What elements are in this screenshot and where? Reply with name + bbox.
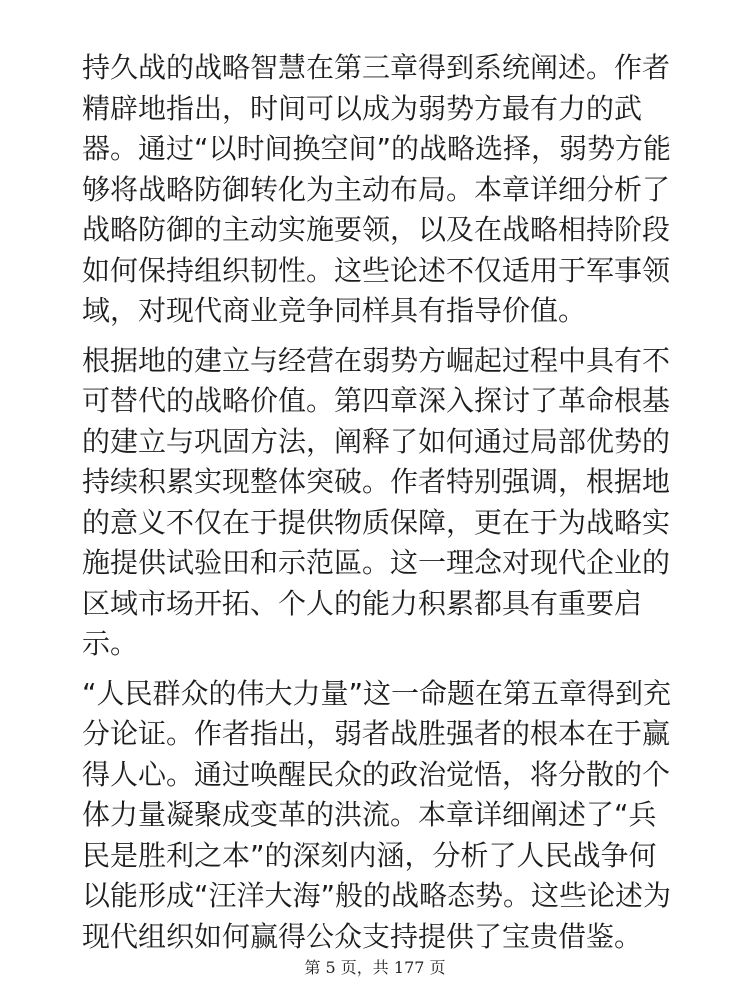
paragraph-1: 持久战的战略智慧在第三章得到系统阐述。作者精辟地指出，时间可以成为弱势方最有力的武器。通过“以时间换空间”的战略选择，弱势方能够将战略防御转化为主动布局。本章详细分析了战略防御的主动实施要领，以及在战略相持阶段如何保持组织韧性。这些论述不仅适用于军事领域，对现代商业竞争同样具有指导价值。 xyxy=(82,51,672,327)
paragraph-2: 根据地的建立与经营在弱势方崛起过程中具有不可替代的战略价值。第四章深入探讨了革命根基的建立与巩固方法，阐释了如何通过局部优势的持续积累实现整体突破。作者特别强调，根据地的意义不仅在于提供物质保障，更在于为战略实施提供试验田和示范區。这一理念对现代企业的区域市场开拓、个人的能力积累都具有重要启示。 xyxy=(82,343,671,660)
body-text xyxy=(82,48,672,957)
page-number-footer: 第 5 页，共 177 页 xyxy=(304,958,446,977)
paragraph-3: “人民群众的伟大力量”这一命题在第五章得到充分论证。作者指出，弱者战胜强者的根本在于赢得人心。通过唤醒民众的政治觉悟，将分散的个体力量凝聚成变革的洪流。本章详细阐述了“兵民是胜利之本”的深刻内涵，分析了人民战争何以能形成“汪洋大海”般的战略态势。这些论述为现代组织如何赢得公众支持提供了宝贵借鉴。 xyxy=(82,676,672,953)
